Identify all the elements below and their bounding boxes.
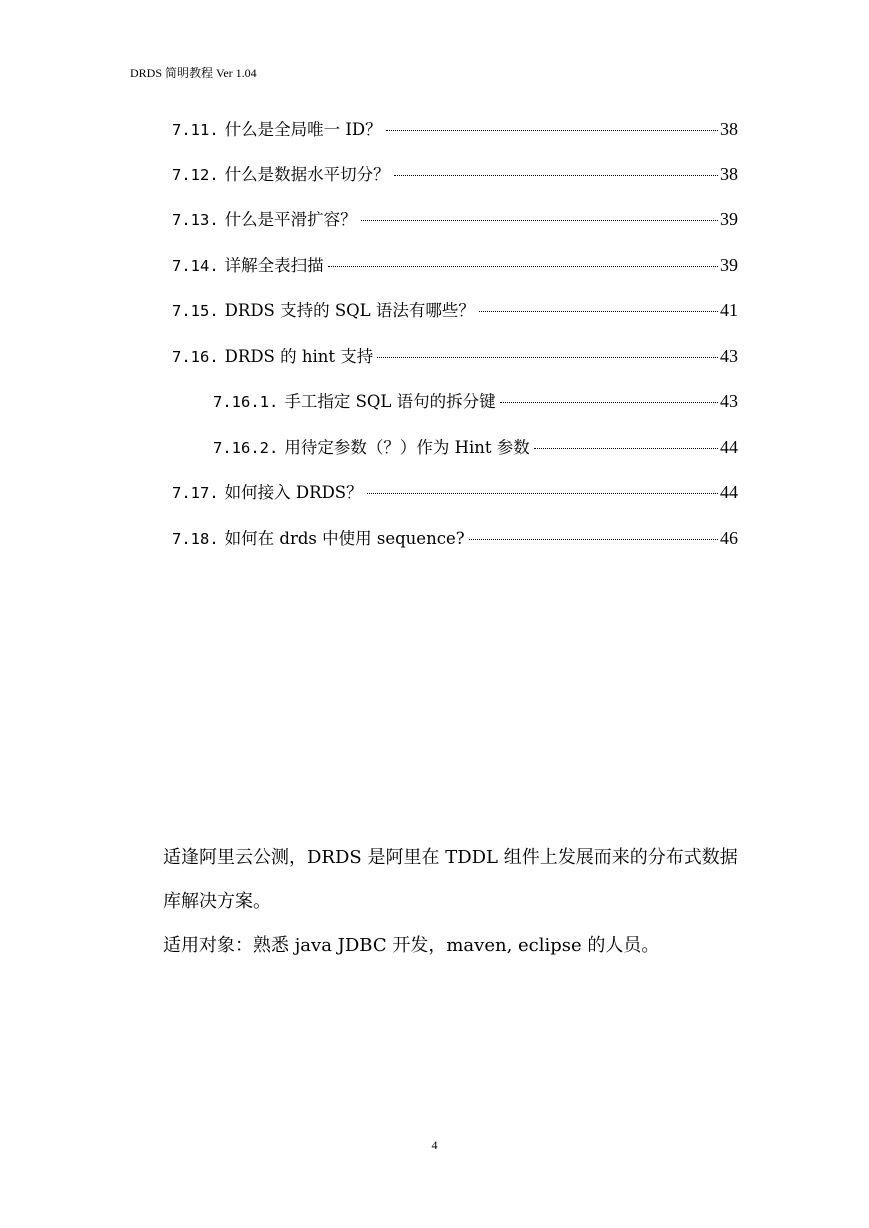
toc-entry-number: 7.11.	[172, 121, 219, 139]
toc-entry-title: 如何在 drds 中使用 sequence?	[224, 529, 465, 548]
page-header: DRDS 简明教程 Ver 1.04	[130, 66, 257, 80]
toc-entry-page: 39	[720, 209, 738, 229]
toc-entry-7-14[interactable]	[172, 252, 738, 278]
toc-entry-title: 什么是全局唯一 ID？	[224, 120, 382, 139]
toc-entry-title: 用待定参数（？）作为 Hint 参数	[284, 438, 530, 457]
toc-entry-page: 38	[720, 164, 738, 184]
toc-entry-7-16-1[interactable]	[213, 388, 738, 414]
toc-entry-7-16[interactable]	[172, 343, 738, 369]
toc-entry-page: 44	[720, 437, 738, 457]
toc-leader-dots	[328, 266, 718, 267]
toc-entry-title: 详解全表扫描	[224, 256, 324, 275]
toc-entry-page: 44	[720, 482, 738, 502]
audience-paragraph	[131, 924, 741, 968]
intro-paragraph-text: 适逢阿里云公测，DRDS 是阿里在 TDDL 组件上发展而来的分布式数据库解决方案。	[163, 847, 738, 912]
toc-entry-number: 7.16.	[172, 348, 219, 366]
toc-entry-page: 41	[720, 300, 738, 320]
toc-entry-7-16-2[interactable]	[213, 434, 738, 460]
toc-entry-title: 如何接入 DRDS？	[224, 483, 363, 502]
page-number: 4	[431, 1138, 438, 1152]
toc-leader-dots	[469, 539, 718, 540]
toc-entry-7-11[interactable]	[172, 116, 738, 142]
toc-entry-title: 手工指定 SQL 语句的拆分键	[284, 392, 496, 411]
toc-entry-number: 7.16.1.	[213, 393, 279, 411]
toc-leader-dots	[377, 357, 718, 358]
toc-entry-7-13[interactable]	[172, 206, 738, 232]
toc-entry-page: 43	[720, 346, 738, 366]
toc-leader-dots	[361, 220, 718, 221]
toc-leader-dots	[386, 130, 718, 131]
toc-entry-number: 7.12.	[172, 166, 219, 184]
audience-paragraph-text: 适用对象：熟悉 java JDBC 开发，maven, eclipse 的人员。	[163, 935, 660, 956]
toc-entry-page: 38	[720, 119, 738, 139]
toc-entry-number: 7.15.	[172, 302, 219, 320]
toc-entry-number: 7.16.2.	[213, 439, 279, 457]
toc-leader-dots	[479, 311, 718, 312]
toc-entry-7-12[interactable]	[172, 161, 738, 187]
toc-leader-dots	[500, 402, 718, 403]
toc-entry-title: 什么是平滑扩容？	[224, 210, 357, 229]
toc-entry-7-18[interactable]	[172, 525, 738, 551]
toc-leader-dots	[367, 493, 718, 494]
toc-entry-number: 7.17.	[172, 484, 219, 502]
toc-leader-dots	[534, 448, 718, 449]
toc-entry-title: 什么是数据水平切分？	[224, 165, 390, 184]
toc-entry-number: 7.18.	[172, 530, 219, 548]
toc-entry-number: 7.14.	[172, 257, 219, 275]
toc-entry-7-17[interactable]	[172, 479, 738, 505]
toc-entry-page: 43	[720, 391, 738, 411]
intro-paragraph	[131, 836, 741, 924]
toc-entry-title: DRDS 的 hint 支持	[224, 347, 374, 366]
toc-entry-7-15[interactable]	[172, 297, 738, 323]
table-of-contents	[0, 0, 869, 560]
toc-entry-number: 7.13.	[172, 211, 219, 229]
toc-leader-dots	[394, 175, 718, 176]
toc-entry-page: 46	[720, 528, 738, 548]
toc-entry-page: 39	[720, 255, 738, 275]
toc-entry-title: DRDS 支持的 SQL 语法有哪些？	[224, 301, 475, 320]
